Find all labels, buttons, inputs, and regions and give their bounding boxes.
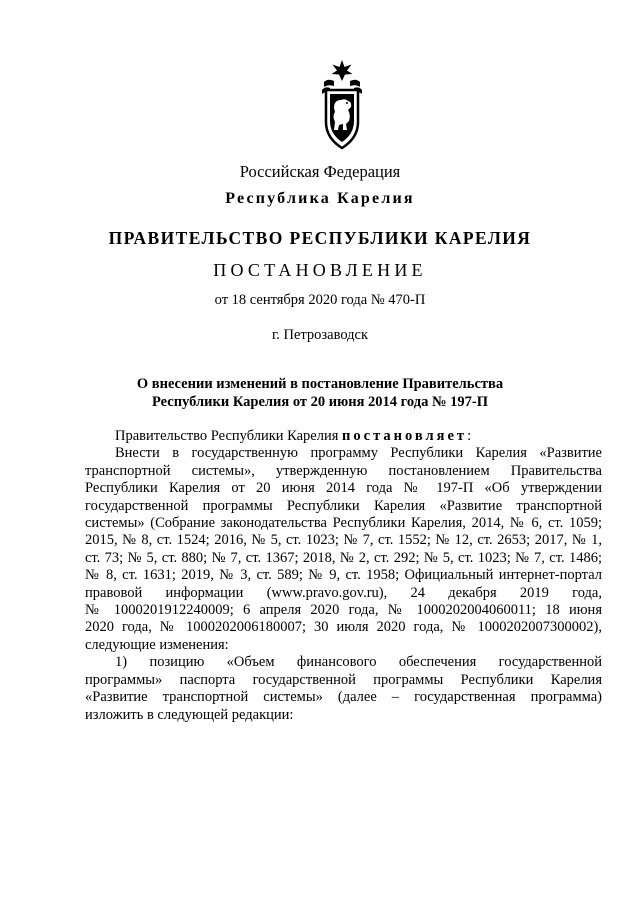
decree-body <box>85 428 602 724</box>
body-line: Республики Карелия от 20 июня 2014 года № 197-П «Об утверждении <box>85 480 602 497</box>
body-line: ст. 73; № 5, ст. 880; № 7, ст. 1367; 2018, № 2, ст. 292; № 5, ст. 1023; № 7, ст. 1486; <box>85 549 602 566</box>
body-line: 2020 года, № 1000202006180007; 30 июля 2020 года, № 1000202007300002), <box>85 619 602 636</box>
body-line: программы» паспорта государственной программы Республики Карелия <box>85 671 602 688</box>
government-title: ПРАВИТЕЛЬСТВО РЕСПУБЛИКИ КАРЕЛИЯ <box>108 228 532 248</box>
coat-of-arms-emblem <box>314 60 370 150</box>
preamble-colon: : <box>467 428 472 444</box>
subject-line: О внесении изменений в постановление Правительства <box>136 376 504 392</box>
document-type: ПОСТАНОВЛЕНИЕ <box>213 260 427 280</box>
body-line: следующие изменения: <box>85 636 229 653</box>
body-line: № 1000201912240009; 6 апреля 2020 года, № 1000202004060011; 18 июня <box>85 602 602 619</box>
body-line: 2015, № 8, ст. 1524; 2016, № 5, ст. 1023; № 7, ст. 1552; № 12, ст. 2653; 2017, № 1, <box>85 532 602 549</box>
country-name: Российская Федерация <box>239 162 401 181</box>
republic-name: Республика Карелия <box>225 190 415 207</box>
body-line: 1) позицию «Объем финансового обеспечения государственной <box>115 654 602 671</box>
body-line: «Развитие транспортной системы» (далее – государственная программа) <box>85 689 602 706</box>
body-line: транспортной системы», утвержденную постановлением Правительства <box>85 462 602 479</box>
preamble-verb: постановляет <box>342 428 468 444</box>
body-line: № 8, ст. 1631; 2019, № 3, ст. 589; № 9, ст. 1958; Официальный интернет-портал <box>85 567 602 584</box>
preamble-text: Правительство Республики Карелия <box>115 428 343 444</box>
body-line: правовой информации (www.pravo.gov.ru), 24 декабря 2019 года, <box>85 584 602 601</box>
body-line: государственной программы Республики Карелия «Развитие транспортной <box>85 497 602 514</box>
decree-date-number: от 18 сентября 2020 года № 470-П <box>214 292 426 308</box>
body-line: системы» (Собрание законодательства Республики Карелия, 2014, № 6, ст. 1059; <box>85 515 602 532</box>
body-line: Внести в государственную программу Республики Карелия «Развитие <box>115 445 602 462</box>
decree-subject <box>0 375 640 411</box>
preamble <box>85 428 602 445</box>
body-line: изложить в следующей редакции: <box>85 706 294 723</box>
issue-city: г. Петрозаводск <box>271 327 369 343</box>
subject-line: Республики Карелия от 20 июня 2014 года № 197-П <box>151 394 488 410</box>
